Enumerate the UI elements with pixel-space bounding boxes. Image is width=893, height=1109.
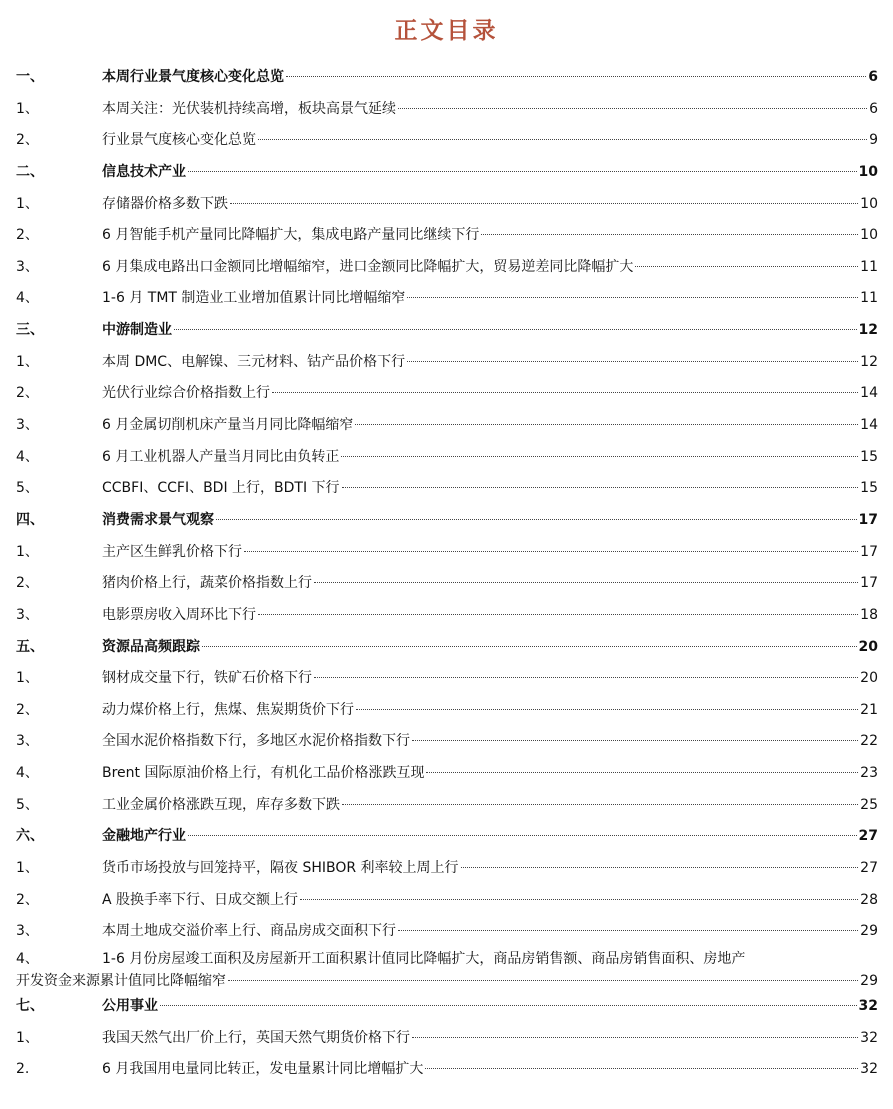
toc-entry-page-number: 14 — [860, 385, 878, 402]
toc-entry-title: 工业金属价格涨跌互现，库存多数下跌 — [102, 796, 340, 813]
dot-leader — [160, 1005, 857, 1006]
toc-entry-number: 五、 — [16, 638, 44, 655]
toc-entry-page-number: 17 — [860, 575, 878, 592]
dot-leader — [342, 487, 859, 488]
toc-item-entry[interactable] — [0, 252, 893, 284]
toc-entry-number: 1、 — [16, 860, 39, 877]
toc-entry-title: 6 月我国用电量同比转正，发电量累计同比增幅扩大 — [102, 1061, 424, 1078]
toc-entry-page-number: 10 — [860, 195, 878, 212]
toc-entry-title: 猪肉价格上行，蔬菜价格指数上行 — [102, 575, 312, 592]
toc-entry-title: 6 月工业机器人产量当月同比由负转正 — [102, 448, 340, 465]
toc-entry-title: 光伏行业综合价格指数上行 — [102, 385, 270, 402]
toc-entry-page-number: 25 — [860, 796, 878, 813]
dot-leader — [398, 930, 858, 931]
dot-leader — [230, 203, 858, 204]
toc-entry-page-number: 27 — [858, 828, 878, 845]
toc-entry-title: 我国天然气出厂价上行，英国天然气期货价格下行 — [102, 1029, 410, 1046]
toc-entry-page-number: 21 — [860, 701, 878, 718]
toc-item-entry[interactable] — [0, 916, 893, 948]
toc-entry-line — [102, 189, 878, 221]
dot-leader — [272, 392, 858, 393]
dot-leader — [314, 582, 858, 583]
toc-entry-line — [102, 568, 878, 600]
toc-entry-line — [102, 663, 878, 695]
toc-entry-line — [102, 442, 878, 474]
toc-entry-number: 1、 — [16, 100, 39, 117]
toc-entry-title: 1-6 月 TMT 制造业工业增加值累计同比增幅缩窄 — [102, 290, 406, 307]
toc-entry-number: 2、 — [16, 701, 39, 718]
toc-entry-line — [102, 853, 878, 885]
toc-item-entry[interactable] — [0, 885, 893, 917]
toc-item-entry[interactable] — [0, 189, 893, 221]
toc-item-entry[interactable] — [0, 695, 893, 727]
toc-entry-page-number: 17 — [858, 511, 878, 528]
toc-entry-page-number: 11 — [860, 290, 878, 307]
toc-entry-number: 2、 — [16, 132, 39, 149]
toc-entry-line — [102, 916, 878, 948]
toc-entry-number: 3、 — [16, 606, 39, 623]
toc-entry-number: 4、 — [16, 290, 39, 307]
toc-entry-number: 4、 — [16, 765, 39, 782]
toc-entry-page-number: 22 — [860, 733, 878, 750]
toc-entry-line — [102, 252, 878, 284]
toc-entry-line — [102, 473, 878, 505]
toc-section-entry[interactable] — [0, 632, 893, 664]
toc-entry-line — [102, 600, 878, 632]
toc-entry-number: 二、 — [16, 163, 44, 180]
toc-entry-number: 5、 — [16, 480, 39, 497]
toc-entry-page-number: 20 — [858, 638, 878, 655]
toc-entry-number: 2. — [16, 1061, 30, 1078]
toc-entry-page-number: 11 — [860, 258, 878, 275]
toc-entry-title: 本周行业景气度核心变化总览 — [102, 69, 284, 85]
toc-entry-title: 全国水泥价格指数下行，多地区水泥价格指数下行 — [102, 733, 410, 750]
dot-leader — [216, 519, 857, 520]
toc-section-entry[interactable] — [0, 991, 893, 1023]
toc-item-entry[interactable] — [0, 473, 893, 505]
toc-entry-title: A 股换手率下行、日成交额上行 — [102, 891, 299, 908]
toc-entry-line — [102, 125, 878, 157]
toc-entry-line — [102, 821, 878, 853]
toc-entry-line — [102, 220, 878, 252]
toc-item-entry[interactable] — [0, 853, 893, 885]
toc-entry-page-number: 9 — [869, 132, 878, 149]
dot-leader — [258, 614, 858, 615]
toc-entry-page-number: 18 — [860, 606, 878, 623]
toc-item-entry[interactable] — [0, 283, 893, 315]
toc-entry-number: 5、 — [16, 796, 39, 813]
toc-item-entry[interactable] — [0, 125, 893, 157]
toc-entry-title: 货币市场投放与回笼持平，隔夜 SHIBOR 利率较上周上行 — [102, 860, 459, 877]
toc-entry-number: 七、 — [16, 997, 44, 1014]
toc-entry-title-line2: 开发资金来源累计值同比降幅缩窄 — [16, 972, 226, 989]
toc-entry-title: Brent 国际原油价格上行，有机化工品价格涨跌互现 — [102, 765, 425, 782]
toc-entry-page-number: 12 — [860, 353, 878, 370]
toc-entry-title: 中游制造业 — [102, 322, 172, 339]
toc-entry-page-number: 29 — [860, 972, 878, 989]
toc-entry-title: CCBFI、CCFI、BDI 上行，BDTI 下行 — [102, 480, 340, 497]
toc-entry-line — [102, 94, 878, 126]
toc-entry-line — [102, 537, 878, 569]
dot-leader — [355, 424, 858, 425]
toc-entry-page-number: 32 — [860, 1029, 878, 1046]
toc-entry-number: 4、 — [16, 448, 39, 465]
toc-entry-line — [102, 283, 878, 315]
toc-entry-page-number: 28 — [860, 891, 878, 908]
toc-entry-title: 本周土地成交溢价率上行、商品房成交面积下行 — [102, 923, 396, 940]
toc-entry-line — [102, 505, 878, 537]
toc-entry-page-number: 23 — [860, 765, 878, 782]
toc-item-entry[interactable] — [0, 442, 893, 474]
toc-entry-number: 1、 — [16, 1029, 39, 1046]
dot-leader — [286, 76, 866, 77]
toc-item-entry[interactable] — [0, 378, 893, 410]
toc-section-entry[interactable] — [0, 315, 893, 347]
toc-entry-number: 四、 — [16, 511, 44, 528]
dot-leader — [300, 899, 858, 900]
toc-entry-number: 2、 — [16, 891, 39, 908]
toc-entry-page-number: 12 — [858, 322, 878, 339]
toc-entry-title: 动力煤价格上行，焦煤、焦炭期货价下行 — [102, 701, 354, 718]
toc-entry-number: 3、 — [16, 923, 39, 940]
toc-entry-title: 主产区生鲜乳价格下行 — [102, 543, 242, 560]
dot-leader — [188, 171, 857, 172]
toc-entry-title: 消费需求景气观察 — [102, 511, 214, 528]
toc-entry-title: 金融地产行业 — [102, 828, 186, 845]
toc-entry-line — [102, 410, 878, 442]
toc-entry-number: 六、 — [16, 828, 44, 845]
dot-leader — [341, 456, 858, 457]
toc-entry-number: 1、 — [16, 670, 39, 687]
toc-item-entry[interactable] — [0, 220, 893, 252]
dot-leader — [342, 804, 858, 805]
toc-item-entry[interactable] — [0, 1054, 893, 1086]
toc-entry-line — [102, 758, 878, 790]
toc-entry-title: 存储器价格多数下跌 — [102, 195, 228, 212]
dot-leader — [426, 772, 858, 773]
toc-item-entry[interactable] — [0, 410, 893, 442]
dot-leader — [202, 646, 857, 647]
toc-entry-page-number: 14 — [860, 417, 878, 434]
dot-leader — [481, 234, 858, 235]
toc-entry-line — [102, 378, 878, 410]
dot-leader — [398, 108, 867, 109]
toc-entry-title: 资源品高频跟踪 — [102, 638, 200, 655]
toc-entry-title: 公用事业 — [102, 997, 158, 1014]
toc-item-entry[interactable] — [0, 726, 893, 758]
toc-section-entry[interactable] — [0, 157, 893, 189]
toc-entry-number: 2、 — [16, 227, 39, 244]
toc-item-entry[interactable] — [0, 568, 893, 600]
dot-leader — [314, 677, 858, 678]
toc-entry-number: 3、 — [16, 417, 39, 434]
toc-item-entry[interactable] — [0, 663, 893, 695]
toc-entry-line — [102, 1054, 878, 1086]
toc-entry-line — [102, 315, 878, 347]
toc-entry-title: 6 月集成电路出口金额同比增幅缩窄，进口金额同比降幅扩大，贸易逆差同比降幅扩大 — [102, 258, 634, 275]
toc-entry-line — [102, 347, 878, 379]
toc-entry-number: 一、 — [16, 69, 44, 85]
toc-entry-title: 行业景气度核心变化总览 — [102, 132, 256, 149]
dot-leader — [258, 139, 867, 140]
toc-entry-page-number: 32 — [860, 1061, 878, 1078]
toc-entry-page-number: 15 — [860, 480, 878, 497]
toc-entry-title: 钢材成交量下行，铁矿石价格下行 — [102, 670, 312, 687]
table-of-contents — [0, 62, 893, 1086]
toc-entry-page-number: 17 — [860, 543, 878, 560]
toc-entry-line — [102, 726, 878, 758]
toc-item-entry[interactable] — [0, 600, 893, 632]
toc-entry-number: 3、 — [16, 258, 39, 275]
toc-item-entry[interactable] — [0, 94, 893, 126]
toc-item-entry[interactable] — [0, 1023, 893, 1055]
toc-section-entry[interactable] — [0, 821, 893, 853]
toc-entry-line2 — [16, 970, 878, 992]
toc-entry-number: 2、 — [16, 385, 39, 402]
toc-entry-number: 2、 — [16, 575, 39, 592]
dot-leader — [412, 1037, 858, 1038]
toc-entry-page-number: 15 — [860, 448, 878, 465]
dot-leader — [407, 361, 858, 362]
toc-entry-title: 电影票房收入周环比下行 — [102, 606, 256, 623]
toc-entry-line — [102, 62, 878, 94]
toc-entry-page-number: 6 — [869, 100, 878, 117]
toc-entry-title: 6 月智能手机产量同比降幅扩大，集成电路产量同比继续下行 — [102, 227, 480, 244]
toc-entry-page-number: 6 — [868, 69, 878, 85]
dot-leader — [461, 867, 859, 868]
toc-entry-line — [102, 1023, 878, 1055]
toc-entry-page-number: 10 — [860, 227, 878, 244]
toc-item-entry[interactable] — [0, 537, 893, 569]
toc-entry-line — [102, 790, 878, 822]
dot-leader — [407, 297, 858, 298]
toc-entry-number: 3、 — [16, 733, 39, 750]
toc-entry-title-line1: 1-6 月份房屋竣工面积及房屋新开工面积累计值同比降幅扩大，商品房销售额、商品房销售面积、房地产 — [102, 950, 746, 967]
toc-entry-number: 1、 — [16, 543, 39, 560]
toc-entry-page-number: 32 — [858, 997, 878, 1014]
toc-item-entry[interactable] — [0, 790, 893, 822]
toc-entry-line — [102, 885, 878, 917]
dot-leader — [228, 980, 858, 981]
toc-entry-line — [102, 157, 878, 189]
dot-leader — [356, 709, 858, 710]
toc-section-entry[interactable] — [0, 62, 893, 94]
toc-item-entry[interactable] — [0, 758, 893, 790]
toc-section-entry[interactable] — [0, 505, 893, 537]
toc-item-entry[interactable] — [0, 948, 893, 991]
toc-item-entry[interactable] — [0, 347, 893, 379]
dot-leader — [174, 329, 857, 330]
toc-entry-title: 本周关注：光伏装机持续高增，板块高景气延续 — [102, 100, 396, 117]
toc-entry-number: 三、 — [16, 322, 44, 339]
toc-entry-title: 本周 DMC、电解镍、三元材料、钴产品价格下行 — [102, 353, 406, 370]
dot-leader — [244, 551, 858, 552]
toc-entry-page-number: 10 — [858, 163, 878, 180]
toc-entry-line — [102, 991, 878, 1023]
toc-entry-title: 信息技术产业 — [102, 163, 186, 180]
toc-entry-page-number: 20 — [860, 670, 878, 687]
toc-entry-page-number: 29 — [860, 923, 878, 940]
toc-entry-number: 4、 — [16, 950, 39, 967]
dot-leader — [412, 740, 858, 741]
dot-leader — [635, 266, 858, 267]
toc-entry-page-number: 27 — [860, 860, 878, 877]
toc-entry-line — [102, 632, 878, 664]
toc-entry-number: 1、 — [16, 353, 39, 370]
dot-leader — [188, 835, 857, 836]
toc-entry-line — [102, 695, 878, 727]
toc-entry-number: 1、 — [16, 195, 39, 212]
page-title: 正文目录 — [394, 17, 499, 44]
dot-leader — [425, 1068, 858, 1069]
toc-entry-title: 6 月金属切削机床产量当月同比降幅缩窄 — [102, 417, 354, 434]
